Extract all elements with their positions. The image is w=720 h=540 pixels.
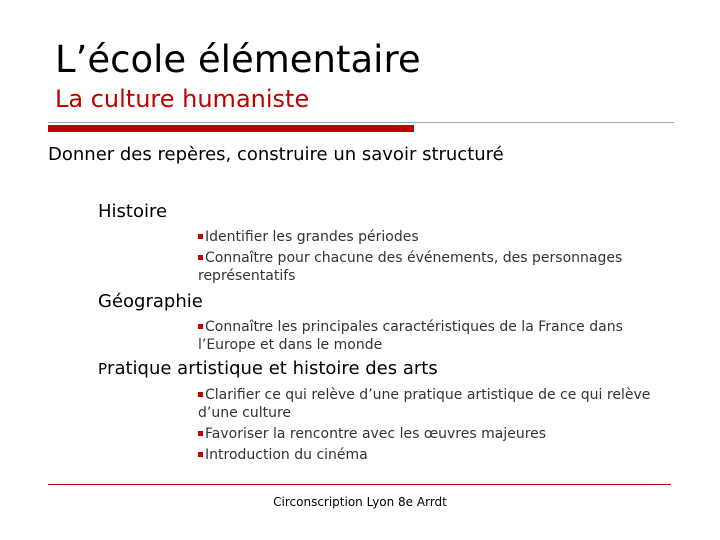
footer-text: Circonscription Lyon 8e Arrdt xyxy=(273,495,447,509)
bullet-list-arts xyxy=(198,386,668,467)
list-item: Introduction du cinéma xyxy=(198,446,668,464)
section-heading-first-letter: P xyxy=(98,360,108,378)
title-divider-thin xyxy=(48,122,674,123)
red-square-bullet-icon xyxy=(198,234,203,239)
red-square-bullet-icon xyxy=(198,324,203,329)
red-square-bullet-icon xyxy=(198,255,203,260)
list-item: Connaître les principales caractéristiques de la France dans l’Europe et dans le monde xyxy=(198,319,623,353)
footer-divider xyxy=(48,484,671,485)
section-heading-geographie: Géographie xyxy=(98,291,203,312)
slide-subtitle: La culture humaniste xyxy=(55,85,310,113)
bullet-list-histoire xyxy=(198,228,668,288)
red-square-bullet-icon xyxy=(198,431,203,436)
title-divider-accent xyxy=(48,125,414,132)
red-square-bullet-icon xyxy=(198,452,203,457)
slide-title: L’école élémentaire xyxy=(55,38,421,81)
list-item: Connaître pour chacune des événements, des personnages représentatifs xyxy=(198,250,623,284)
red-square-bullet-icon xyxy=(198,392,203,397)
list-item: Identifier les grandes périodes xyxy=(198,228,668,246)
bullet-list-geographie xyxy=(198,318,668,357)
section-heading-histoire: Histoire xyxy=(98,201,168,222)
section-heading-arts xyxy=(98,358,438,380)
section-heading-rest: ratique artistique et histoire des arts xyxy=(107,358,438,379)
list-item: Favoriser la rencontre avec les œuvres majeures xyxy=(198,425,668,443)
intro-text: Donner des repères, construire un savoir structuré xyxy=(48,144,504,165)
list-item: Clarifier ce qui relève d’une pratique artistique de ce qui relève d’une culture xyxy=(198,387,651,421)
